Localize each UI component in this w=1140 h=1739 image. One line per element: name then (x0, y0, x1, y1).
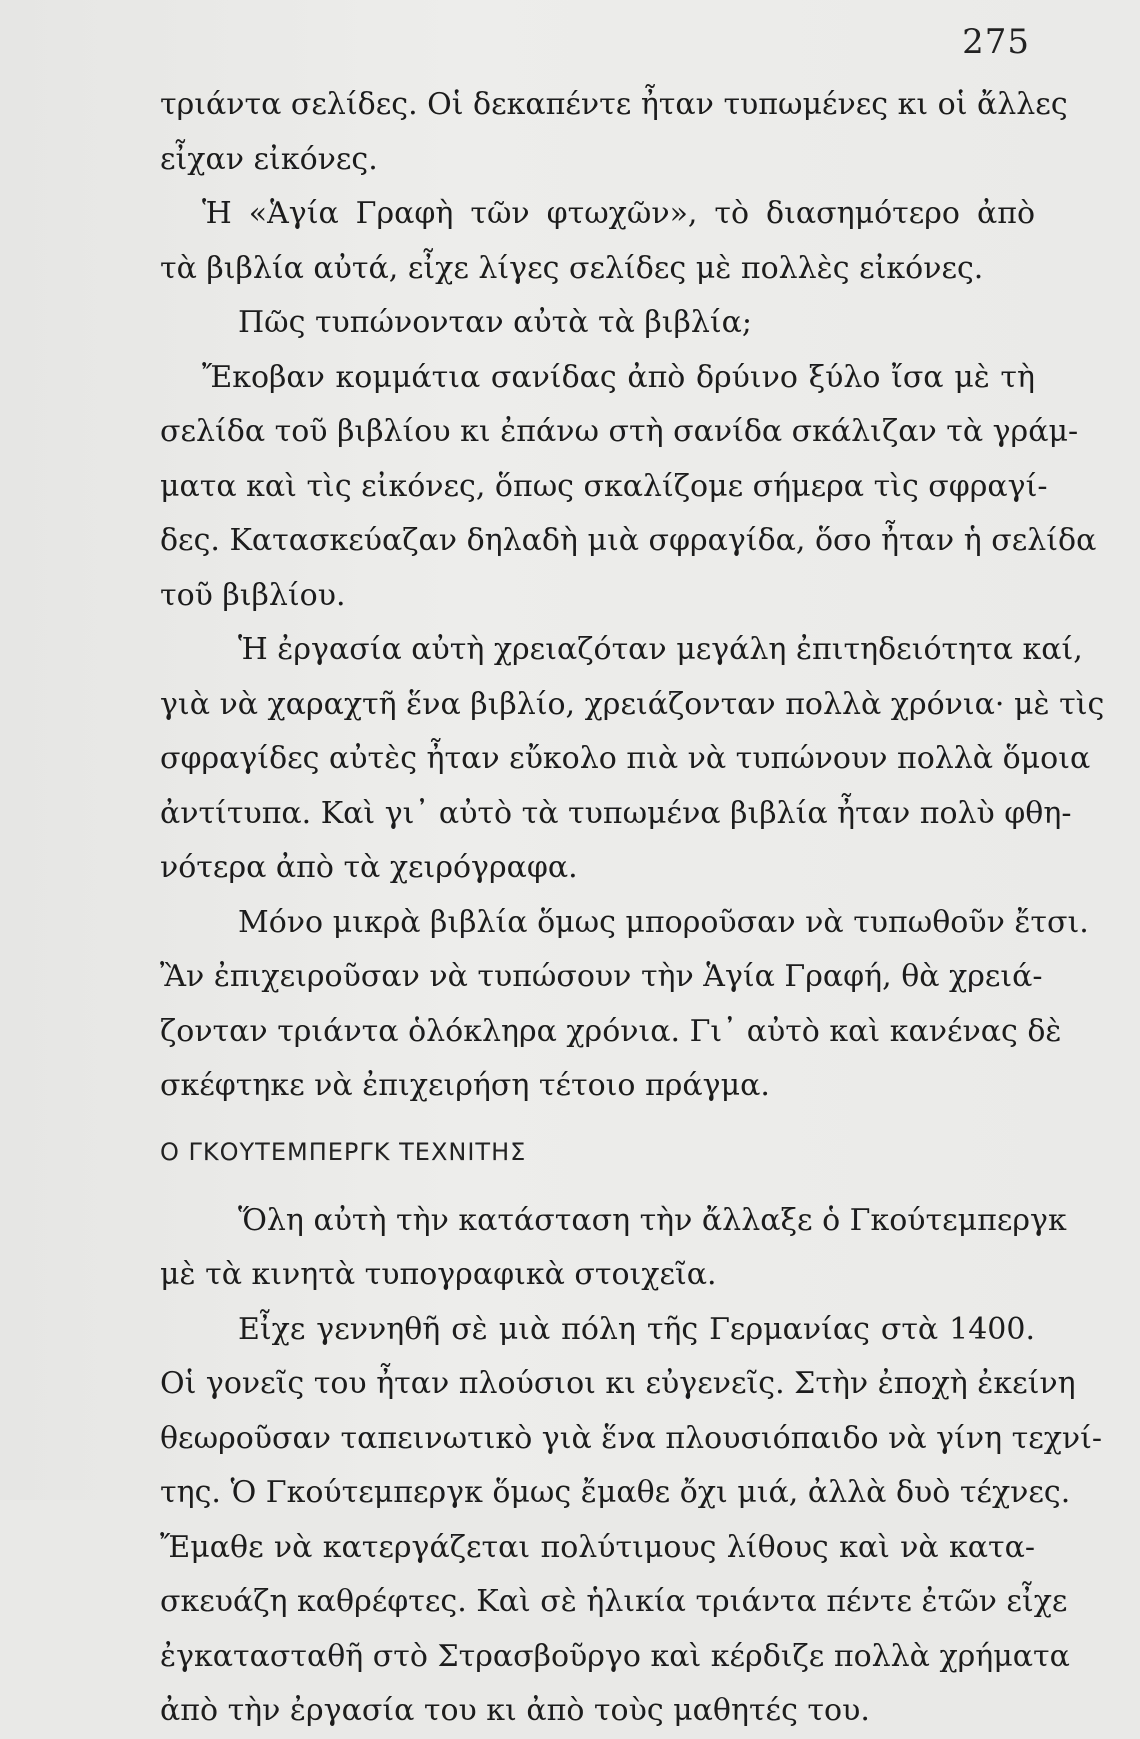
text-line: Εἶχε γεννηθῆ σὲ μιὰ πόλη τῆς Γερμανίας στὰ 1400. (238, 1311, 1035, 1347)
paragraph (160, 896, 1089, 1114)
text-line: ἐγκατασταθῆ στὸ Στρασβοῦργο καὶ κέρδιζε πολλὰ χρήματα (160, 1638, 1070, 1674)
text-line: Ὅλη αὐτὴ τὴν κατάσταση τὴν ἄλλαξε ὁ Γκούτεμπεργκ (238, 1202, 1067, 1238)
text-line: τριάντα σελίδες. Οἱ δεκαπέντε ἦταν τυπωμένες κι οἱ ἄλλες (160, 87, 1068, 122)
text-line: θεωροῦσαν ταπεινωτικὸ γιὰ ἕνα πλουσιόπαιδο νὰ γίνη τεχνί- (160, 1420, 1103, 1456)
text-line: μὲ τὰ κινητὰ τυπογραφικὰ στοιχεῖα. (160, 1257, 717, 1292)
text-line: ἀντίτυπα. Καὶ γι᾿ αὐτὸ τὰ τυπωμένα βιβλία ἦταν πολὺ φθη- (160, 795, 1072, 831)
text-line: της. Ὁ Γκούτεμπεργκ ὅμως ἔμαθε ὄχι μιά, ἀλλὰ δυὸ τέχνες. (160, 1475, 1071, 1510)
text-line: Μόνο μικρὰ βιβλία ὅμως μποροῦσαν νὰ τυπωθοῦν ἔτσι. (238, 904, 1089, 940)
paragraph (160, 187, 1035, 296)
text-line: σφραγίδες αὐτὲς ἦταν εὔκολο πιὰ νὰ τυπώνουν πολλὰ ὅμοια (160, 741, 1091, 776)
paragraph (160, 296, 1035, 351)
page-number: 275 (962, 22, 1030, 62)
text-line: σκευάζη καθρέφτες. Καὶ σὲ ἡλικία τριάντα πέντε ἐτῶν εἶχε (160, 1584, 1068, 1619)
text-line: Ἂν ἐπιχειροῦσαν νὰ τυπώσουν τὴν Ἁγία Γραφή, θὰ χρειά- (160, 959, 1043, 994)
text-line: Ἡ «Ἁγία Γραφὴ τῶν φτωχῶν», τὸ διασημότερο ἀπὸ (202, 196, 1035, 231)
text-line: γιὰ νὰ χαραχτῆ ἕνα βιβλίο, χρειάζονταν πολλὰ χρόνια· μὲ τὶς (160, 686, 1105, 722)
text-line: Ἔμαθε νὰ κατεργάζεται πολύτιμους λίθους καὶ νὰ κατα- (160, 1529, 1035, 1565)
text-line: δες. Κατασκεύαζαν δηλαδὴ μιὰ σφραγίδα, ὅσο ἦταν ἡ σελίδα (160, 523, 1097, 558)
text-line: σελίδα τοῦ βιβλίου κι ἐπάνω στὴ σανίδα σκάλιζαν τὰ γράμ- (160, 414, 1079, 449)
section-heading: Ο ΓΚΟΥΤΕΜΠΕΡΓΚ ΤΕΧΝΙΤΗΣ (160, 1137, 527, 1166)
paragraph (160, 1303, 1103, 1739)
text-line: τὰ βιβλία αὐτά, εἶχε λίγες σελίδες μὲ πολλὲς εἰκόνες. (160, 250, 984, 286)
text-line: Ἡ ἐργασία αὐτὴ χρειαζόταν μεγάλη ἐπιτηδειότητα καί, (238, 632, 1083, 667)
text-line: νότερα ἀπὸ τὰ χειρόγραφα. (160, 850, 578, 885)
text-line: Ἔκοβαν κομμάτια σανίδας ἀπὸ δρύινο ξύλο ἴσα μὲ τὴ (202, 359, 1035, 395)
text-line: ἀπὸ τὴν ἐργασία του κι ἀπὸ τοὺς μαθητές του. (160, 1693, 870, 1728)
text-line: Οἱ γονεῖς του ἦταν πλούσιοι κι εὐγενεῖς. Στὴν ἐποχὴ ἐκείνη (160, 1366, 1076, 1401)
text-line: τοῦ βιβλίου. (160, 577, 346, 613)
text-line: ζονταν τριάντα ὁλόκληρα χρόνια. Γι᾿ αὐτὸ καὶ κανένας δὲ (160, 1013, 1062, 1049)
text-line: εἶχαν εἰκόνες. (160, 141, 378, 177)
paragraph (160, 1194, 1067, 1303)
text-line: ματα καὶ τὶς εἰκόνες, ὅπως σκαλίζομε σήμερα τὶς σφραγί- (160, 468, 1048, 504)
body-text (160, 78, 1105, 1739)
text-line: Πῶς τυπώνονταν αὐτὰ τὰ βιβλία; (238, 305, 753, 340)
paragraph (160, 623, 1105, 896)
paragraph (160, 78, 1068, 187)
text-line: σκέφτηκε νὰ ἐπιχειρήση τέτοιο πράγμα. (160, 1068, 770, 1103)
paragraph (160, 351, 1097, 624)
